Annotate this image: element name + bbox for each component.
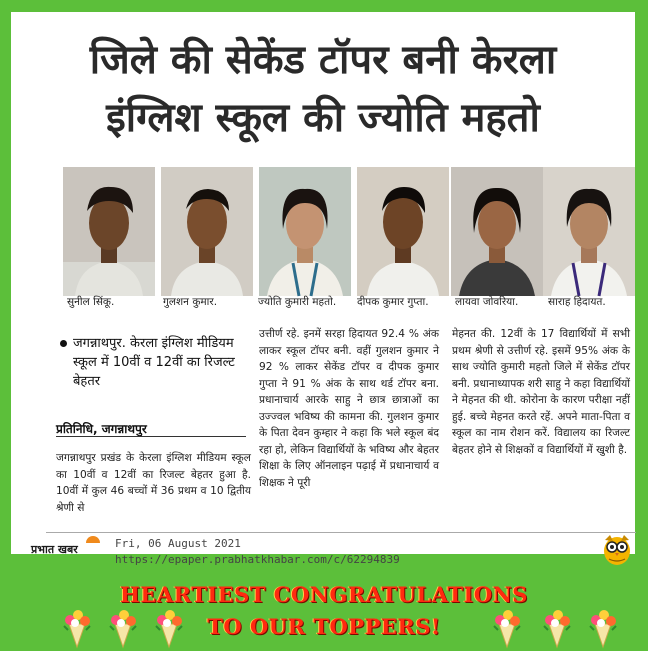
flower-bouquet-icon (104, 606, 142, 648)
owl-icon (602, 532, 632, 566)
byline-divider (56, 436, 246, 437)
byline: प्रतिनिधि, जगन्नाथपुर (56, 422, 147, 436)
flower-bouquet-icon (584, 606, 622, 648)
photo-student-2 (161, 167, 253, 296)
article-column-3: मेहनत की. 12वीं के 17 विद्यार्थियों में सभी प्रथम श्रेणी से उत्तीर्ण रहे. इसमें 95% अंक के साथ ज्योति कुमारी महतो जिले में सेकेंड टॉपर बनी. प्रधानाध्यापक शरी साहु ने कहा विद्यार्थियों ने मेहनत की थी. कोरोना के कारण परीक्षा नहीं हुई. बच्चे मेहनत करते रहें. अपने माता-पिता व स्कूल का नाम रोशन करें. विद्यालय का रिजल्ट बेहतर होने से शिक्षकों व विद्यार्थियों में खुशी है. (452, 328, 630, 456)
caption-student-4: दीपक कुमार गुप्ता. (357, 296, 429, 308)
caption-student-6: साराह हिदायत. (548, 296, 606, 308)
flower-bouquet-icon (538, 606, 576, 648)
caption-student-3: ज्योति कुमारी महतो. (258, 296, 337, 308)
photo-student-5 (451, 167, 543, 296)
flower-bouquet-icon (150, 606, 188, 648)
photo-student-6 (543, 167, 635, 296)
photo-student-3 (259, 167, 351, 296)
caption-student-2: गुलशन कुमार. (163, 296, 218, 308)
caption-student-1: सुनील सिंकू. (67, 296, 115, 308)
flower-bouquet-icon (58, 606, 96, 648)
footer-date: Fri, 06 August 2021 (115, 537, 241, 550)
highlight-bullet: जगन्नाथपुर. केरला इंग्लिश मीडियम स्कूल में 10वीं व 12वीं का रिजल्ट बेहतर (73, 336, 235, 389)
bullet-dot (60, 340, 67, 347)
congrats-line-2: TO OUR TOPPERS! (207, 614, 441, 639)
congrats-line-1: HEARTIEST CONGRATULATIONS (120, 582, 528, 607)
newspaper-clipping (11, 12, 635, 566)
photo-student-1 (63, 167, 155, 296)
caption-student-5: लायवा जोवरिया. (455, 296, 519, 308)
photo-student-4 (357, 167, 449, 296)
flower-bouquet-icon (488, 606, 526, 648)
brand-logo: प्रभात खबर (31, 543, 78, 556)
footer-url[interactable]: https://epaper.prabhatkhabar.com/c/62294839 (115, 553, 400, 566)
brand-sun-icon (85, 535, 101, 543)
article-column-2: उत्तीर्ण रहे. इनमें सरहा हिदायत 92.4 % अंक लाकर स्कूल टॉपर बनी. वहीं गुलशन कुमार ने 92 % लाकर सेकेंड टॉपर व दीपक कुमार गुप्ता ने 91 % अंक के साथ थर्ड टॉपर बना. प्रधानाचार्य आरके साहु ने छात्र छात्राओं का उज्ज्वल भविष्य की कामना की. गुलशन कुमार के पिता देवन कुम्हार ने कहा कि भले स्कूल बंद रहा हो, लेकिन विद्यार्थियों के भविष्य और बेहतर शिक्षा के लिए ऑनलाइन पढ़ाई में प्रधानाचार्य व शिक्षक ने पूरी (259, 328, 439, 489)
headline-line-1: जिले की सेकेंड टॉपर बनी केरला (89, 37, 557, 83)
footer-divider (46, 532, 636, 533)
headline-line-2: इंग्लिश स्कूल की ज्योति महतो (106, 95, 540, 141)
article-column-1: जगन्नाथपुर प्रखंड के केरला इंग्लिश मीडियम स्कूल का 10वीं व 12वीं का रिजल्ट बेहतर हुआ है. 10वीं में कुल 46 बच्चों में 36 प्रथम व 10 द्वितीय श्रेणी से (56, 452, 251, 514)
